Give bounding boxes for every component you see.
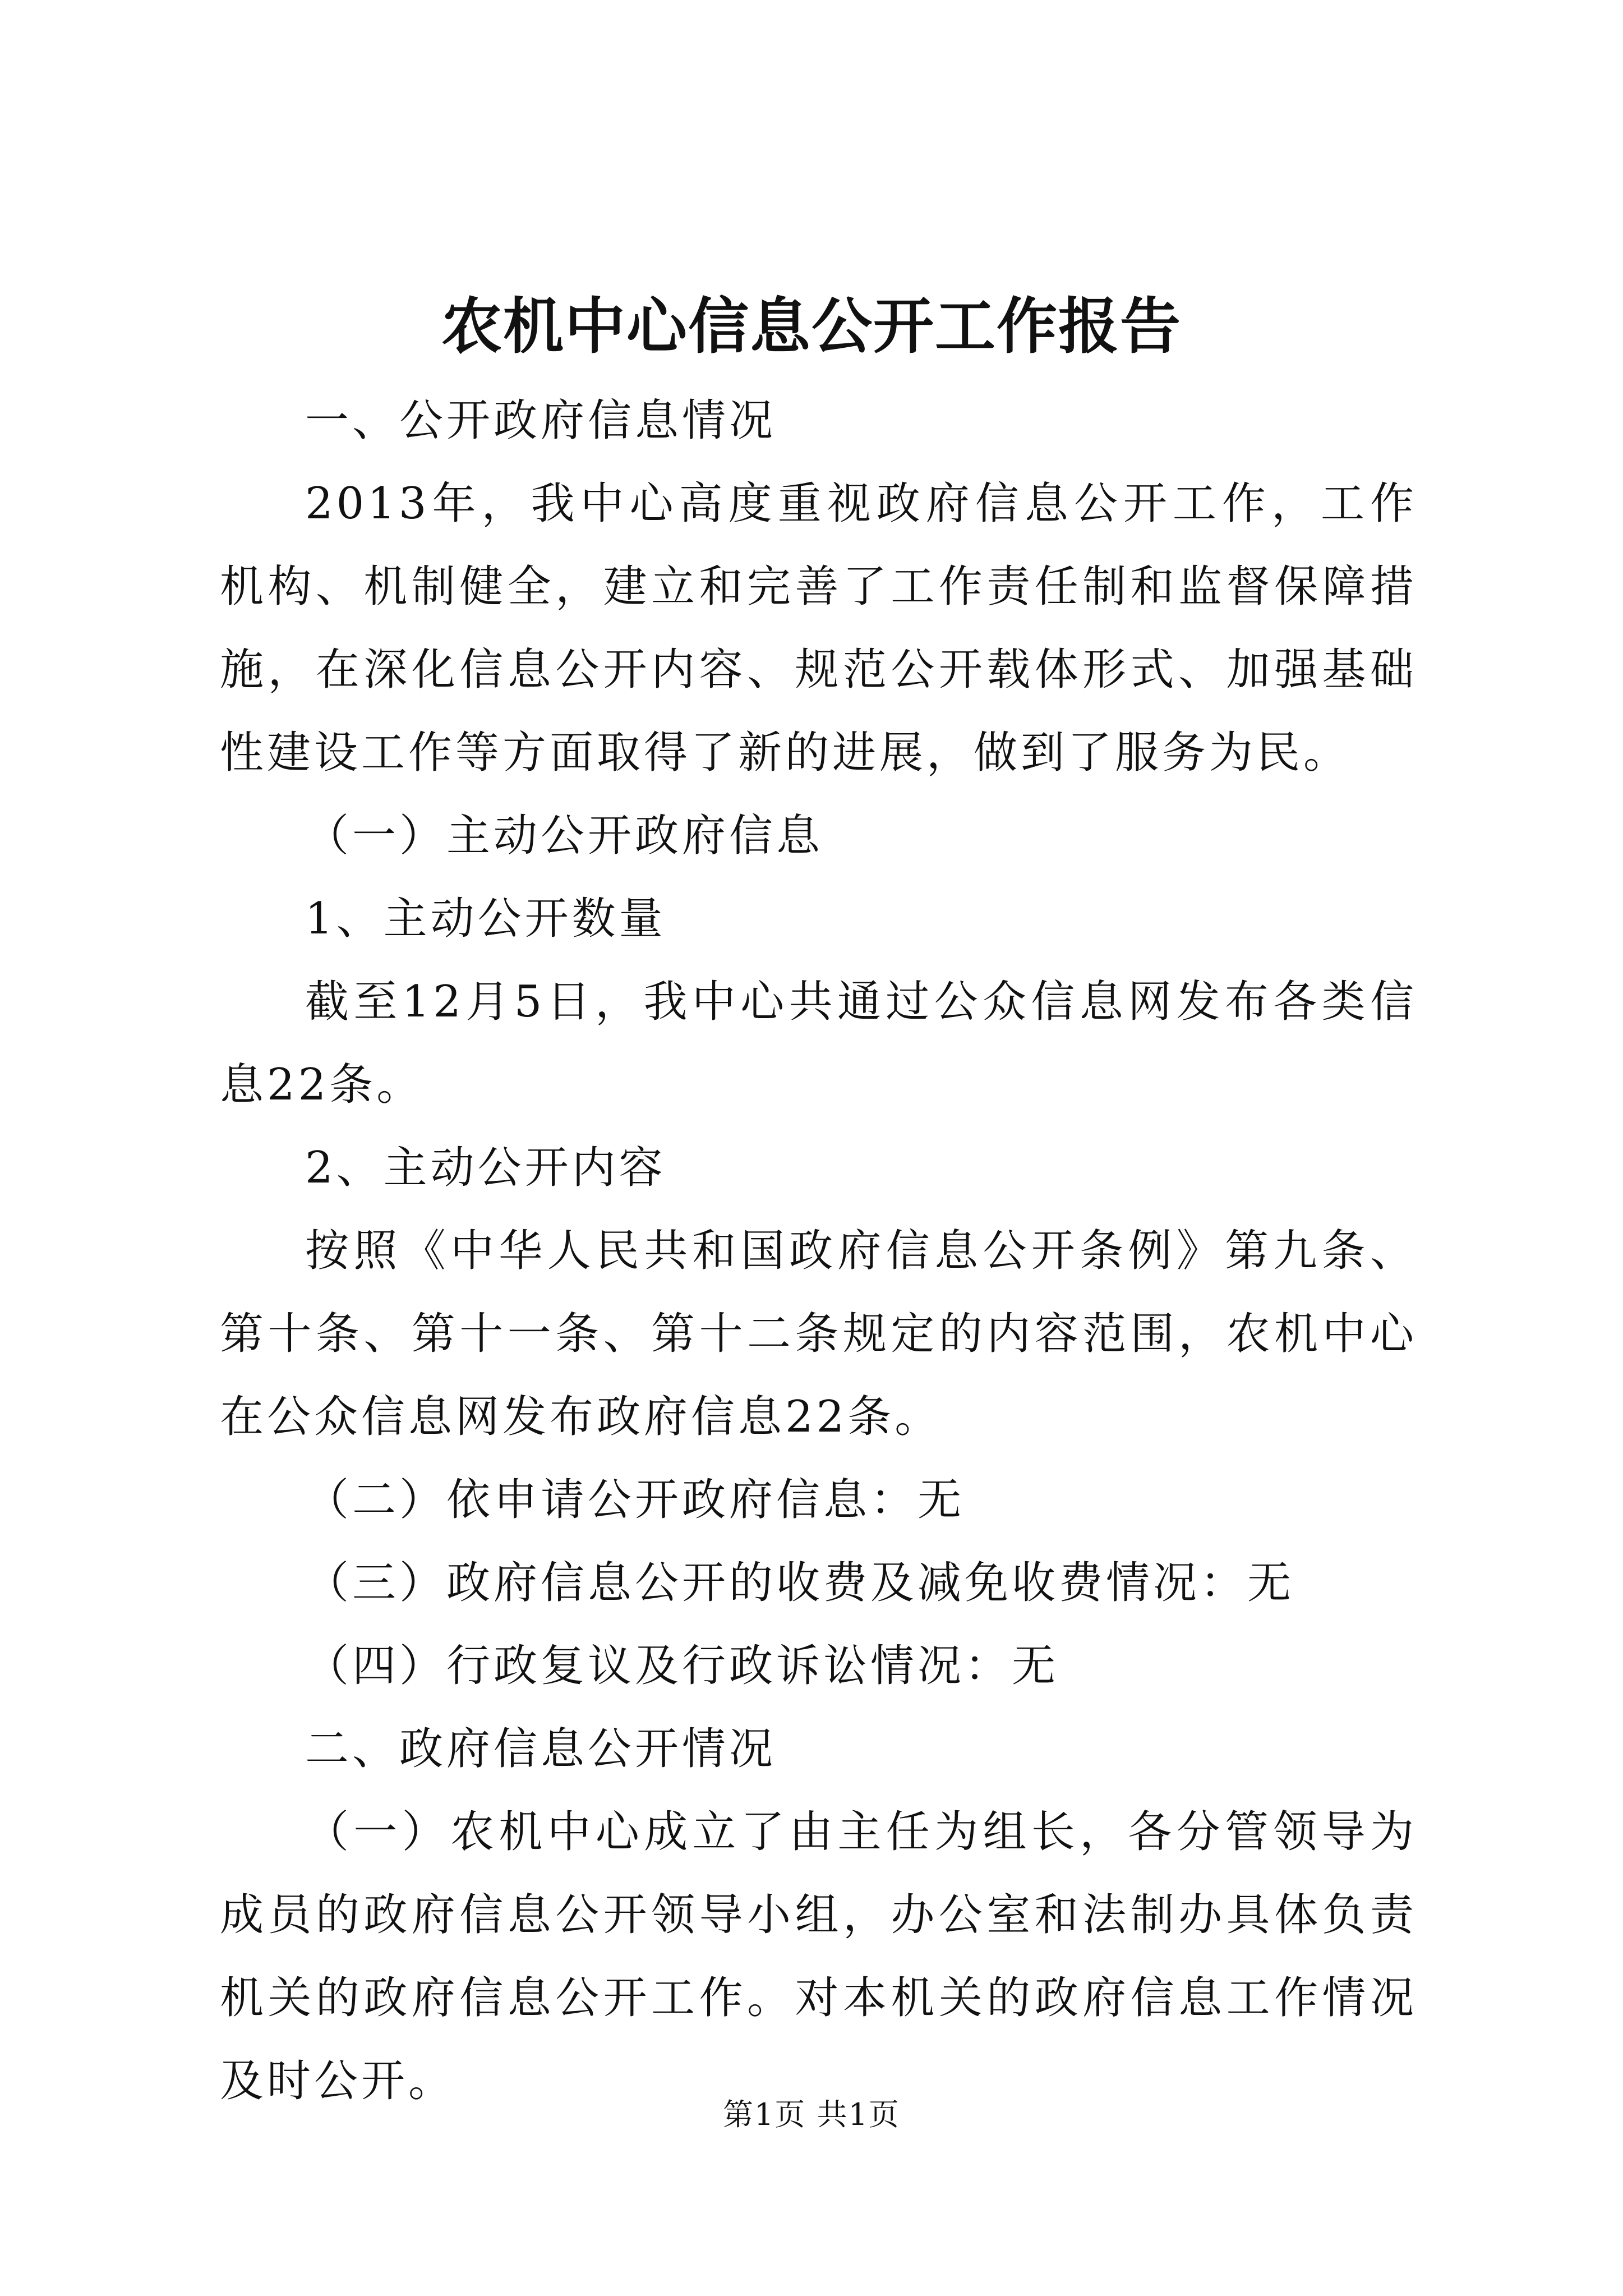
item-heading: 2、主动公开内容	[305, 1143, 666, 1193]
subsection-heading: （三）政府信息公开的收费及减免收费情况：无	[305, 1558, 1295, 1608]
section-heading: 一、公开政府信息情况	[305, 395, 777, 446]
paragraph: 2013年，我中心高度重视政府信息公开工作，工作机构、机制健全，建立和完善了工作责任制和监督保障措施，在深化信息公开内容、规范公开载体形式、加强基础性建设工作等方面取得了新的进展，做到了服务为民。	[220, 478, 1417, 778]
subsection-heading: （四）行政复议及行政诉讼情况：无	[305, 1641, 1059, 1691]
document-body	[220, 379, 1417, 2123]
subsection-heading: （二）依申请公开政府信息：无	[305, 1475, 965, 1525]
paragraph: 截至12月5日，我中心共通过公众信息网发布各类信息22条。	[220, 977, 1417, 1110]
page-footer: 第1页 共1页	[723, 2097, 900, 2132]
section-heading: 二、政府信息公开情况	[305, 1724, 777, 1774]
document-title: 农机中心信息公开工作报告	[441, 291, 1182, 362]
paragraph: （一）农机中心成立了由主任为组长，各分管领导为成员的政府信息公开领导小组，办公室和法制办具体负责机关的政府信息公开工作。对本机关的政府信息工作情况及时公开。	[220, 1807, 1417, 2106]
item-heading: 1、主动公开数量	[305, 894, 666, 944]
subsection-heading: （一）主动公开政府信息	[305, 811, 824, 861]
paragraph: 按照《中华人民共和国政府信息公开条例》第九条、第十条、第十一条、第十二条规定的内容范围，农机中心在公众信息网发布政府信息22条。	[220, 1226, 1417, 1442]
